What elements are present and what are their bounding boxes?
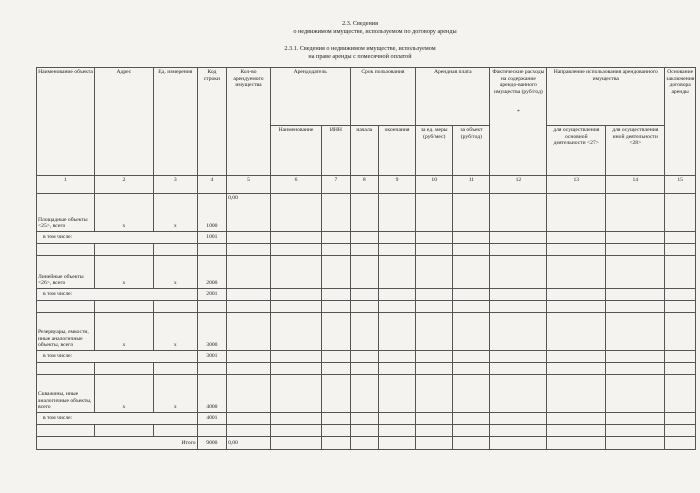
col-number: 3 <box>153 176 197 194</box>
col-number: 13 <box>547 176 606 194</box>
row-name: Скважины, иные аналогичные объекты, всего <box>37 375 95 413</box>
row-address: x <box>94 256 153 289</box>
col-header-term-start: начала <box>350 126 378 176</box>
col-number: 9 <box>378 176 415 194</box>
col-header-qty: Кол-во арендуемого имущества <box>227 68 271 176</box>
table-row <box>37 301 696 313</box>
col-number: 11 <box>453 176 490 194</box>
col-header-code: Код строки <box>197 68 227 176</box>
col-header-name: Наименование объекта <box>37 68 95 176</box>
row-unit: x <box>153 313 197 351</box>
section-title: 2.3. Сведения <box>342 20 378 27</box>
table-row <box>37 425 696 437</box>
expenses-mark: * <box>516 108 520 115</box>
col-number: 5 <box>227 176 271 194</box>
row-code: 4000 <box>197 375 227 413</box>
row-name: Линейные объекты <26>, всего <box>37 256 95 289</box>
col-header-term: Срок пользования <box>350 68 416 126</box>
table-row <box>37 375 696 413</box>
col-header-unit: Ед. измерения <box>153 68 197 176</box>
row-subtitle: в том числе: <box>37 232 198 244</box>
col-number: 1 <box>37 176 95 194</box>
col-header-dir-main: для осуществления основной деятельности <27> <box>547 126 606 176</box>
row-code: 1001 <box>197 232 227 244</box>
col-number: 10 <box>416 176 453 194</box>
col-number: 4 <box>197 176 227 194</box>
table-row <box>37 313 696 351</box>
col-header-term-end: окончания <box>378 126 415 176</box>
row-subtitle: в том числе: <box>37 413 198 425</box>
table-row <box>37 289 696 301</box>
subsection-title-line2: на праве аренды с помесячной оплатой <box>308 53 412 60</box>
table-row <box>37 363 696 375</box>
col-number: 2 <box>94 176 153 194</box>
col-number: 7 <box>322 176 350 194</box>
row-name: Площадные объекты <25>, всего <box>37 194 95 232</box>
row-code: 4001 <box>197 413 227 425</box>
col-number: 6 <box>270 176 321 194</box>
total-code: 9000 <box>197 437 227 450</box>
row-code: 3001 <box>197 351 227 363</box>
table-row <box>37 256 696 289</box>
col-header-expenses: Фактические расходы на содержание арендо-ванного имущества (руб/год) * <box>490 68 547 176</box>
row-code: 3000 <box>197 313 227 351</box>
row-code: 1000 <box>197 194 227 232</box>
total-qty: 0,00 <box>227 437 271 450</box>
row-address: x <box>94 313 153 351</box>
col-header-dir-other: для осуществления иной деятельности <28> <box>606 126 665 176</box>
col-number: 15 <box>665 176 696 194</box>
subsection-title-line1: 2.3.1. Сведения о недвижимом имуществе, используемом <box>284 45 436 52</box>
row-code: 2000 <box>197 256 227 289</box>
row-address: x <box>94 375 153 413</box>
section-subtitle: о недвижимом имуществе, используемом по договору аренды <box>293 28 457 35</box>
row-unit: x <box>153 375 197 413</box>
table-row <box>37 351 696 363</box>
col-header-rent-unit: за ед. меры (руб/мес) <box>416 126 453 176</box>
col-header-rent-object: за объект (руб/год) <box>453 126 490 176</box>
table-row <box>37 413 696 425</box>
col-number: 8 <box>350 176 378 194</box>
col-header-lessor: Арендодатель <box>270 68 350 126</box>
total-label: Итого <box>37 437 198 450</box>
row-name: Резервуары, емкости, иные аналогичные объекты, всего <box>37 313 95 351</box>
col-header-address: Адрес <box>94 68 153 176</box>
col-number: 14 <box>606 176 665 194</box>
row-address: x <box>94 194 153 232</box>
row-unit: x <box>153 194 197 232</box>
table-row <box>37 244 696 256</box>
row-code: 2001 <box>197 289 227 301</box>
col-header-rent: Арендная плата <box>416 68 490 126</box>
col-number: 12 <box>490 176 547 194</box>
row-unit: x <box>153 256 197 289</box>
col-header-lessor-inn: ИНН <box>322 126 350 176</box>
total-row <box>37 437 696 450</box>
col-header-direction: Направление использования арендованного имущества <box>547 68 665 126</box>
col-header-lessor-name: Наименование <box>270 126 321 176</box>
table-row <box>37 194 696 232</box>
row-subtitle: в том числе: <box>37 289 198 301</box>
lease-property-table <box>36 67 696 450</box>
table-row <box>37 232 696 244</box>
row-qty: 0,00 <box>227 194 271 232</box>
col-header-basis: Основание заключения договора аренды <box>665 68 696 176</box>
row-subtitle: в том числе: <box>37 351 198 363</box>
